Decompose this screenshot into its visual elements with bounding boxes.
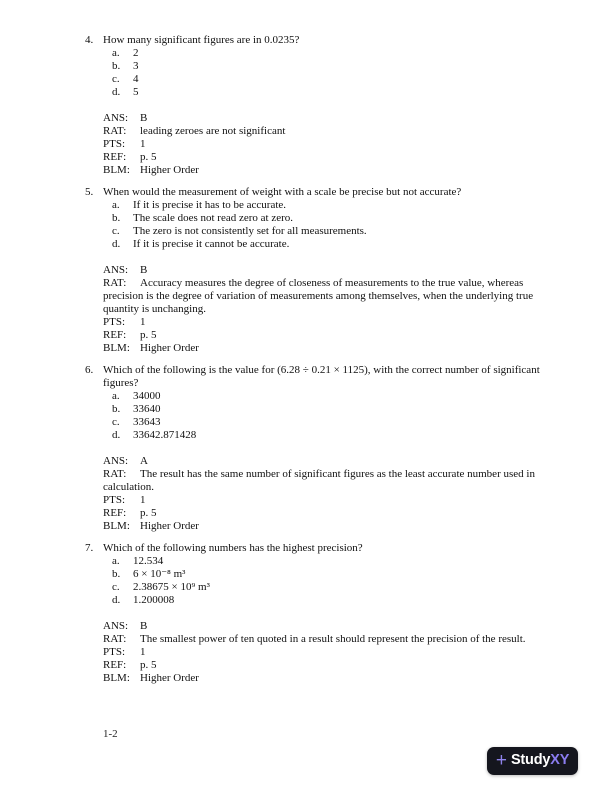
points-line (103, 646, 555, 659)
option-letter: c. (112, 416, 120, 428)
option-text: 33642.871428 (133, 429, 197, 441)
page-content (85, 34, 555, 694)
question-number: 7. (85, 542, 94, 554)
ref-value: p. 5 (140, 151, 157, 163)
rat-label: RAT: (103, 633, 127, 645)
rat-value: Accuracy measures the degree of closeness of measurements to the true value, whereas precision is the degree of variation of measurements among themselves, when the underlying true quantity is unchanging. (103, 277, 534, 315)
option-a (112, 47, 555, 60)
option-letter: a. (112, 390, 120, 402)
blm-line (103, 520, 555, 533)
ref-value: p. 5 (140, 329, 157, 341)
rationale-line (103, 633, 555, 646)
rat-label: RAT: (103, 468, 127, 480)
option-text: 33640 (133, 403, 161, 415)
rat-label: RAT: (103, 125, 127, 137)
option-letter: b. (112, 212, 121, 224)
pts-value: 1 (140, 646, 146, 658)
option-b (112, 212, 555, 225)
option-letter: d. (112, 86, 121, 98)
option-letter: a. (112, 555, 120, 567)
option-text: 2 (133, 47, 139, 59)
question-text: Which of the following numbers has the highest precision? (103, 542, 363, 554)
option-text: If it is precise it has to be accurate. (133, 199, 287, 211)
pts-value: 1 (140, 138, 146, 150)
studyxy-logo (487, 747, 578, 775)
brand-name: Study (510, 752, 551, 768)
answer-line (103, 455, 555, 468)
reference-line (103, 329, 555, 342)
reference-line (103, 507, 555, 520)
question-line (85, 542, 555, 555)
blm-value: Higher Order (140, 672, 199, 684)
ref-label: REF: (103, 659, 127, 671)
pts-label: PTS: (103, 494, 126, 506)
blm-line (103, 342, 555, 355)
option-text: 4 (133, 73, 139, 85)
reference-line (103, 659, 555, 672)
option-d (112, 86, 555, 99)
option-a (112, 390, 555, 403)
option-text: 1.200008 (133, 594, 175, 606)
option-text: 5 (133, 86, 139, 98)
option-letter: c. (112, 581, 120, 593)
option-text: 2.38675 × 10⁹ m³ (133, 581, 210, 593)
blm-line (103, 164, 555, 177)
option-b (112, 60, 555, 73)
option-a (112, 199, 555, 212)
question-number: 4. (85, 34, 94, 46)
options-list (85, 47, 555, 99)
option-letter: d. (112, 429, 121, 441)
ref-label: REF: (103, 329, 127, 341)
option-text: If it is precise it cannot be accurate. (133, 238, 290, 250)
points-line (103, 494, 555, 507)
answer-line (103, 112, 555, 125)
rationale-line (103, 125, 555, 138)
blm-label: BLM: (103, 520, 130, 532)
question-block-5 (85, 186, 555, 355)
option-text: The scale does not read zero at zero. (133, 212, 294, 224)
rat-value: The result has the same number of significant figures as the least accurate number used in calculation. (103, 468, 535, 493)
option-d (112, 238, 555, 251)
option-b (112, 568, 555, 581)
option-letter: c. (112, 73, 120, 85)
pts-value: 1 (140, 494, 146, 506)
page-number: 1-2 (103, 728, 118, 740)
ans-label: ANS: (103, 264, 129, 276)
answer-line (103, 620, 555, 633)
option-a (112, 555, 555, 568)
plus-icon: + (495, 749, 507, 771)
question-line (85, 34, 555, 47)
pts-value: 1 (140, 316, 146, 328)
brand-suffix: XY (550, 752, 570, 768)
ans-value: A (140, 455, 148, 467)
blm-label: BLM: (103, 672, 130, 684)
question-block-7 (85, 542, 555, 685)
question-number: 6. (85, 364, 94, 376)
option-c (112, 581, 555, 594)
options-list (85, 199, 555, 251)
question-text: Which of the following is the value for (6.28 ÷ 0.21 × 1125), with the correct number of significant figures? (103, 364, 540, 389)
option-b (112, 403, 555, 416)
question-text: How many significant figures are in 0.0235? (103, 34, 300, 46)
option-letter: d. (112, 238, 121, 250)
ref-value: p. 5 (140, 659, 157, 671)
question-line (85, 186, 555, 199)
option-text: 6 × 10⁻⁸ m³ (133, 568, 186, 580)
rat-label: RAT: (103, 277, 127, 289)
option-letter: b. (112, 60, 121, 72)
answer-block (103, 112, 555, 177)
question-text: When would the measurement of weight with a scale be precise but not accurate? (103, 186, 462, 198)
ref-label: REF: (103, 507, 127, 519)
blm-value: Higher Order (140, 164, 199, 176)
blm-label: BLM: (103, 342, 130, 354)
blm-value: Higher Order (140, 520, 199, 532)
option-c (112, 73, 555, 86)
rat-value: The smallest power of ten quoted in a result should represent the precision of the result. (140, 633, 526, 645)
option-letter: c. (112, 225, 120, 237)
ans-value: B (140, 112, 148, 124)
pts-label: PTS: (103, 138, 126, 150)
option-d (112, 429, 555, 442)
rat-value: leading zeroes are not significant (140, 125, 286, 137)
answer-block (103, 455, 555, 533)
options-list (85, 390, 555, 442)
options-list (85, 555, 555, 607)
blm-line (103, 672, 555, 685)
option-c (112, 225, 555, 238)
ref-value: p. 5 (140, 507, 157, 519)
pts-label: PTS: (103, 646, 126, 658)
question-block-4 (85, 34, 555, 177)
reference-line (103, 151, 555, 164)
ans-label: ANS: (103, 112, 129, 124)
rationale-line (103, 468, 555, 494)
ref-label: REF: (103, 151, 127, 163)
option-letter: a. (112, 47, 120, 59)
option-letter: b. (112, 403, 121, 415)
question-line (85, 364, 555, 390)
ans-value: B (140, 620, 148, 632)
answer-block (103, 264, 555, 355)
ans-label: ANS: (103, 455, 129, 467)
brand-wordmark (511, 754, 569, 768)
option-text: 34000 (133, 390, 161, 402)
option-letter: a. (112, 199, 120, 211)
question-block-6 (85, 364, 555, 533)
points-line (103, 316, 555, 329)
option-letter: b. (112, 568, 121, 580)
option-text: 33643 (133, 416, 161, 428)
ans-label: ANS: (103, 620, 129, 632)
blm-label: BLM: (103, 164, 130, 176)
option-text: 3 (133, 60, 139, 72)
answer-block (103, 620, 555, 685)
blm-value: Higher Order (140, 342, 199, 354)
option-text: 12.534 (133, 555, 164, 567)
option-text: The zero is not consistently set for all measurements. (133, 225, 367, 237)
ans-value: B (140, 264, 148, 276)
option-d (112, 594, 555, 607)
points-line (103, 138, 555, 151)
answer-line (103, 264, 555, 277)
pts-label: PTS: (103, 316, 126, 328)
option-c (112, 416, 555, 429)
option-letter: d. (112, 594, 121, 606)
rationale-line (103, 277, 555, 316)
question-number: 5. (85, 186, 94, 198)
